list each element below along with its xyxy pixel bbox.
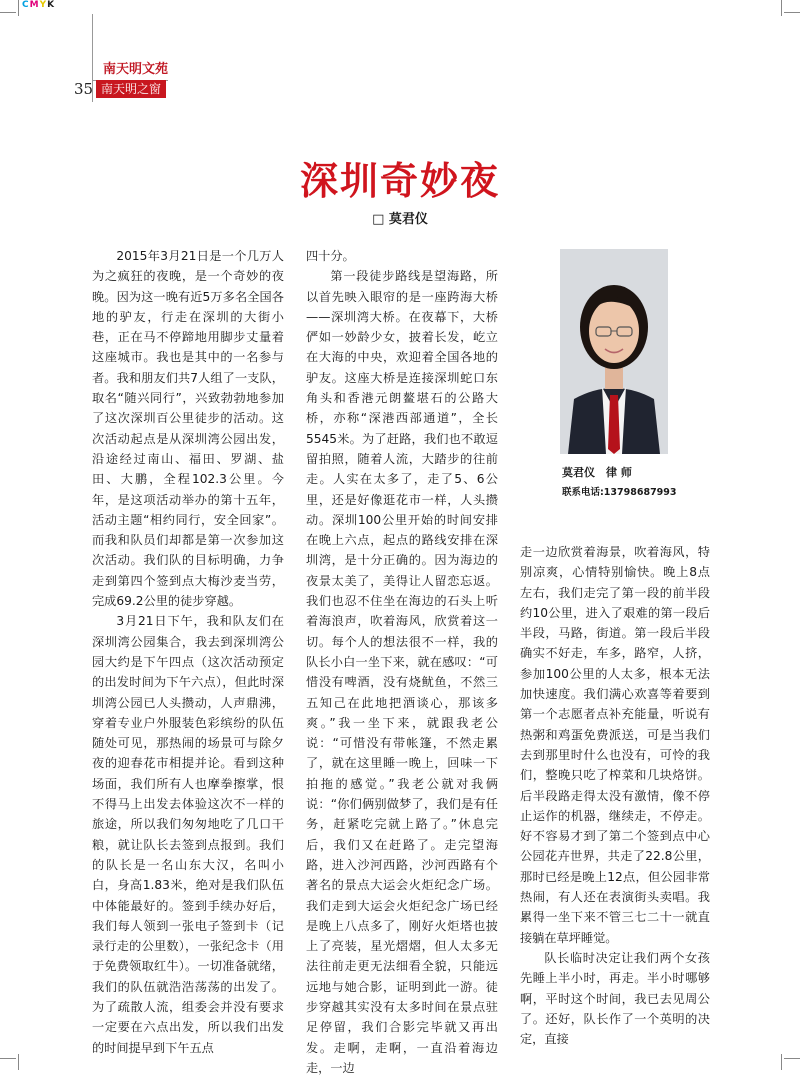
crop-mark xyxy=(18,1054,19,1070)
cmyk-registration-mark: CMYK xyxy=(22,0,56,10)
paragraph: 第一段徒步路线是望海路，所以首先映入眼帘的是一座跨海大桥——深圳湾大桥。在夜幕下，大桥俨如一妙龄少女，披着长发，屹立在大海的中央，欢迎着全国各地的驴友。这座大桥是连接深圳蛇口东角头和香港元朗鳌堪石的公路大桥，亦称“深港西部通道”，全长5545米。为了赶路，我们也不敢逗留拍照，随着人流，大踏步的往前走。人实在太多了，走了5、6公里，还是好像逛花市一样，人头攒动。深圳100公里开始的时间安排在晚上六点，起点的路线安排在深圳湾，是十分正确的。因为海边的夜景太美了，美得让人留恋忘返。我们也忍不住坐在海边的石头上听着海浪声，吹着海风，欣赏着这一切。每个人的想法很不一样，我的队长小白一坐下来，就在感叹：“可惜没有啤酒，没有烧鱿鱼，不然三五知己在此地把酒谈心，那该多爽。”我一坐下来，就跟我老公说：“可惜没有带帐篷，不然走累了，就在这里睡一晚上，回味一下拍拖的感觉。”我老公就对我俩说：“你们俩别做梦了，我们是有任务，赶紧吃完就上路了。”休息完后，我们又在赶路了。走完望海路，进入沙河西路，沙河西路有个著名的景点大运会火炬纪念广场。我们走到大运会火炬纪念广场已经是晚上八点多了，刚好火炬塔也披上了亮装，星光熠熠，但人太多无法往前走更无法细看全貌，只能远远地与她合影，证明到此一游。徒步穿越其实没有太多时间在景点驻足停留，我们合影完毕就又再出发。走啊，走啊，一直沿着海边走，一边 xyxy=(306,269,498,1075)
crop-mark xyxy=(781,1054,782,1070)
paragraph-continuation: 走一边欣赏着海景，吹着海风，特别凉爽，心情特别愉快。晚上8点左右，我们走完了第一段的前半段约10公里，进入了艰难的第一段后半段，马路，街道。第一段后半段确实不好走，车多，路窄，人挤，参加100公里的人太多，根本无法加快速度。我们满心欢喜等着要到第一个志愿者点补充能量，听说有热粥和鸡蛋免费派送，可是当我们去到那里时什么也没有，可怜的我们，整晚只吃了榨菜和几块烙饼。后半段路走得太没有激情，像不停止运作的机器，继续走，不停走。好不容易才到了第二个签到点中心公园花卉世界，共走了22.8公里，那时已经是晚上12点，但公园非常热闹，有人还在表演街头卖唱。我累得一坐下来不管三七二十一就直接躺在草坪睡觉。 xyxy=(520,545,710,945)
author-phone: 联系电话:13798687993 xyxy=(562,487,677,498)
page-number: 35 xyxy=(74,80,94,98)
crop-mark xyxy=(784,12,800,13)
paragraph: 队长临时决定让我们两个女孩先睡上半小时，再走。半小时哪够啊，平时这个时间，我已去见周公了。还好，队长作了一个英明的决定，直接 xyxy=(520,950,710,1047)
section-title: 南天明文苑 xyxy=(103,62,169,77)
paragraph-continuation: 四十分。 xyxy=(306,249,355,263)
text-column-2 xyxy=(306,246,498,1078)
crop-mark xyxy=(18,0,19,16)
column-tag: 南天明之窗 xyxy=(96,80,166,98)
text-column-3 xyxy=(520,542,710,1049)
article-title: 深圳奇妙夜 xyxy=(299,159,500,203)
author-photo xyxy=(560,249,668,454)
crop-mark xyxy=(0,12,16,13)
author-byline: □ 莫君仪 xyxy=(372,212,428,227)
paragraph: 3月21日下午，我和队友们在深圳湾公园集合，我去到深圳湾公园大约是下午四点（这次活动预定的出发时间为下午六点），但此时深圳湾公园已人头攒动，人声鼎沸，穿着专业户外服装色彩缤纷的队伍随处可见，那热闹的场景可与除夕夜的迎春花市相提并论。看到这种场面，我们所有人也摩拳擦掌，恨不得马上出发去体验这次不一样的旅途，所以我们匆匆地吃了几口干粮，就让队长去签到点报到。我们的队长是一名山东大汉，名叫小白，身高1.83米，绝对是我们队伍中体能最好的。签到手续办好后，我们每人领到一张电子签到卡（记录行走的公里数），一张纪念卡（用于免费领取红牛）。一切准备就绪，我们的队伍就浩浩荡荡的出发了。为了疏散人流，组委会并没有要求一定要在六点出发，所以我们出发的时间提早到下午五点 xyxy=(92,614,284,1055)
text-column-1 xyxy=(92,246,284,1058)
author-caption: 莫君仪 律 师 xyxy=(562,466,632,479)
crop-mark xyxy=(0,1058,16,1059)
crop-mark xyxy=(784,1058,800,1059)
crop-mark xyxy=(781,0,782,16)
author-portrait-illustration xyxy=(560,249,668,454)
paragraph: 2015年3月21日是一个几万人为之疯狂的夜晚，是一个奇妙的夜晚。因为这一晚有近5万多名全国各地的驴友，行走在深圳的大街小巷，正在马不停蹄地用脚步丈量着这座城市。我也是其中的一名参与者。我和朋友们共7人组了一支队，取名“随兴同行”，兴致勃勃地参加了这次深圳百公里徒步的活动。这次活动起点是从深圳湾公园出发，沿途经过南山、福田、罗湖、盐田、大鹏，全程102.3公里。今年，是这项活动举办的第十五年，活动主题“相约同行，安全回家”。而我和队员们却都是第一次参加这次活动。我们队的目标明确，力争走到第四个签到点大梅沙麦当劳，完成69.2公里的徒步穿越。 xyxy=(92,249,284,609)
